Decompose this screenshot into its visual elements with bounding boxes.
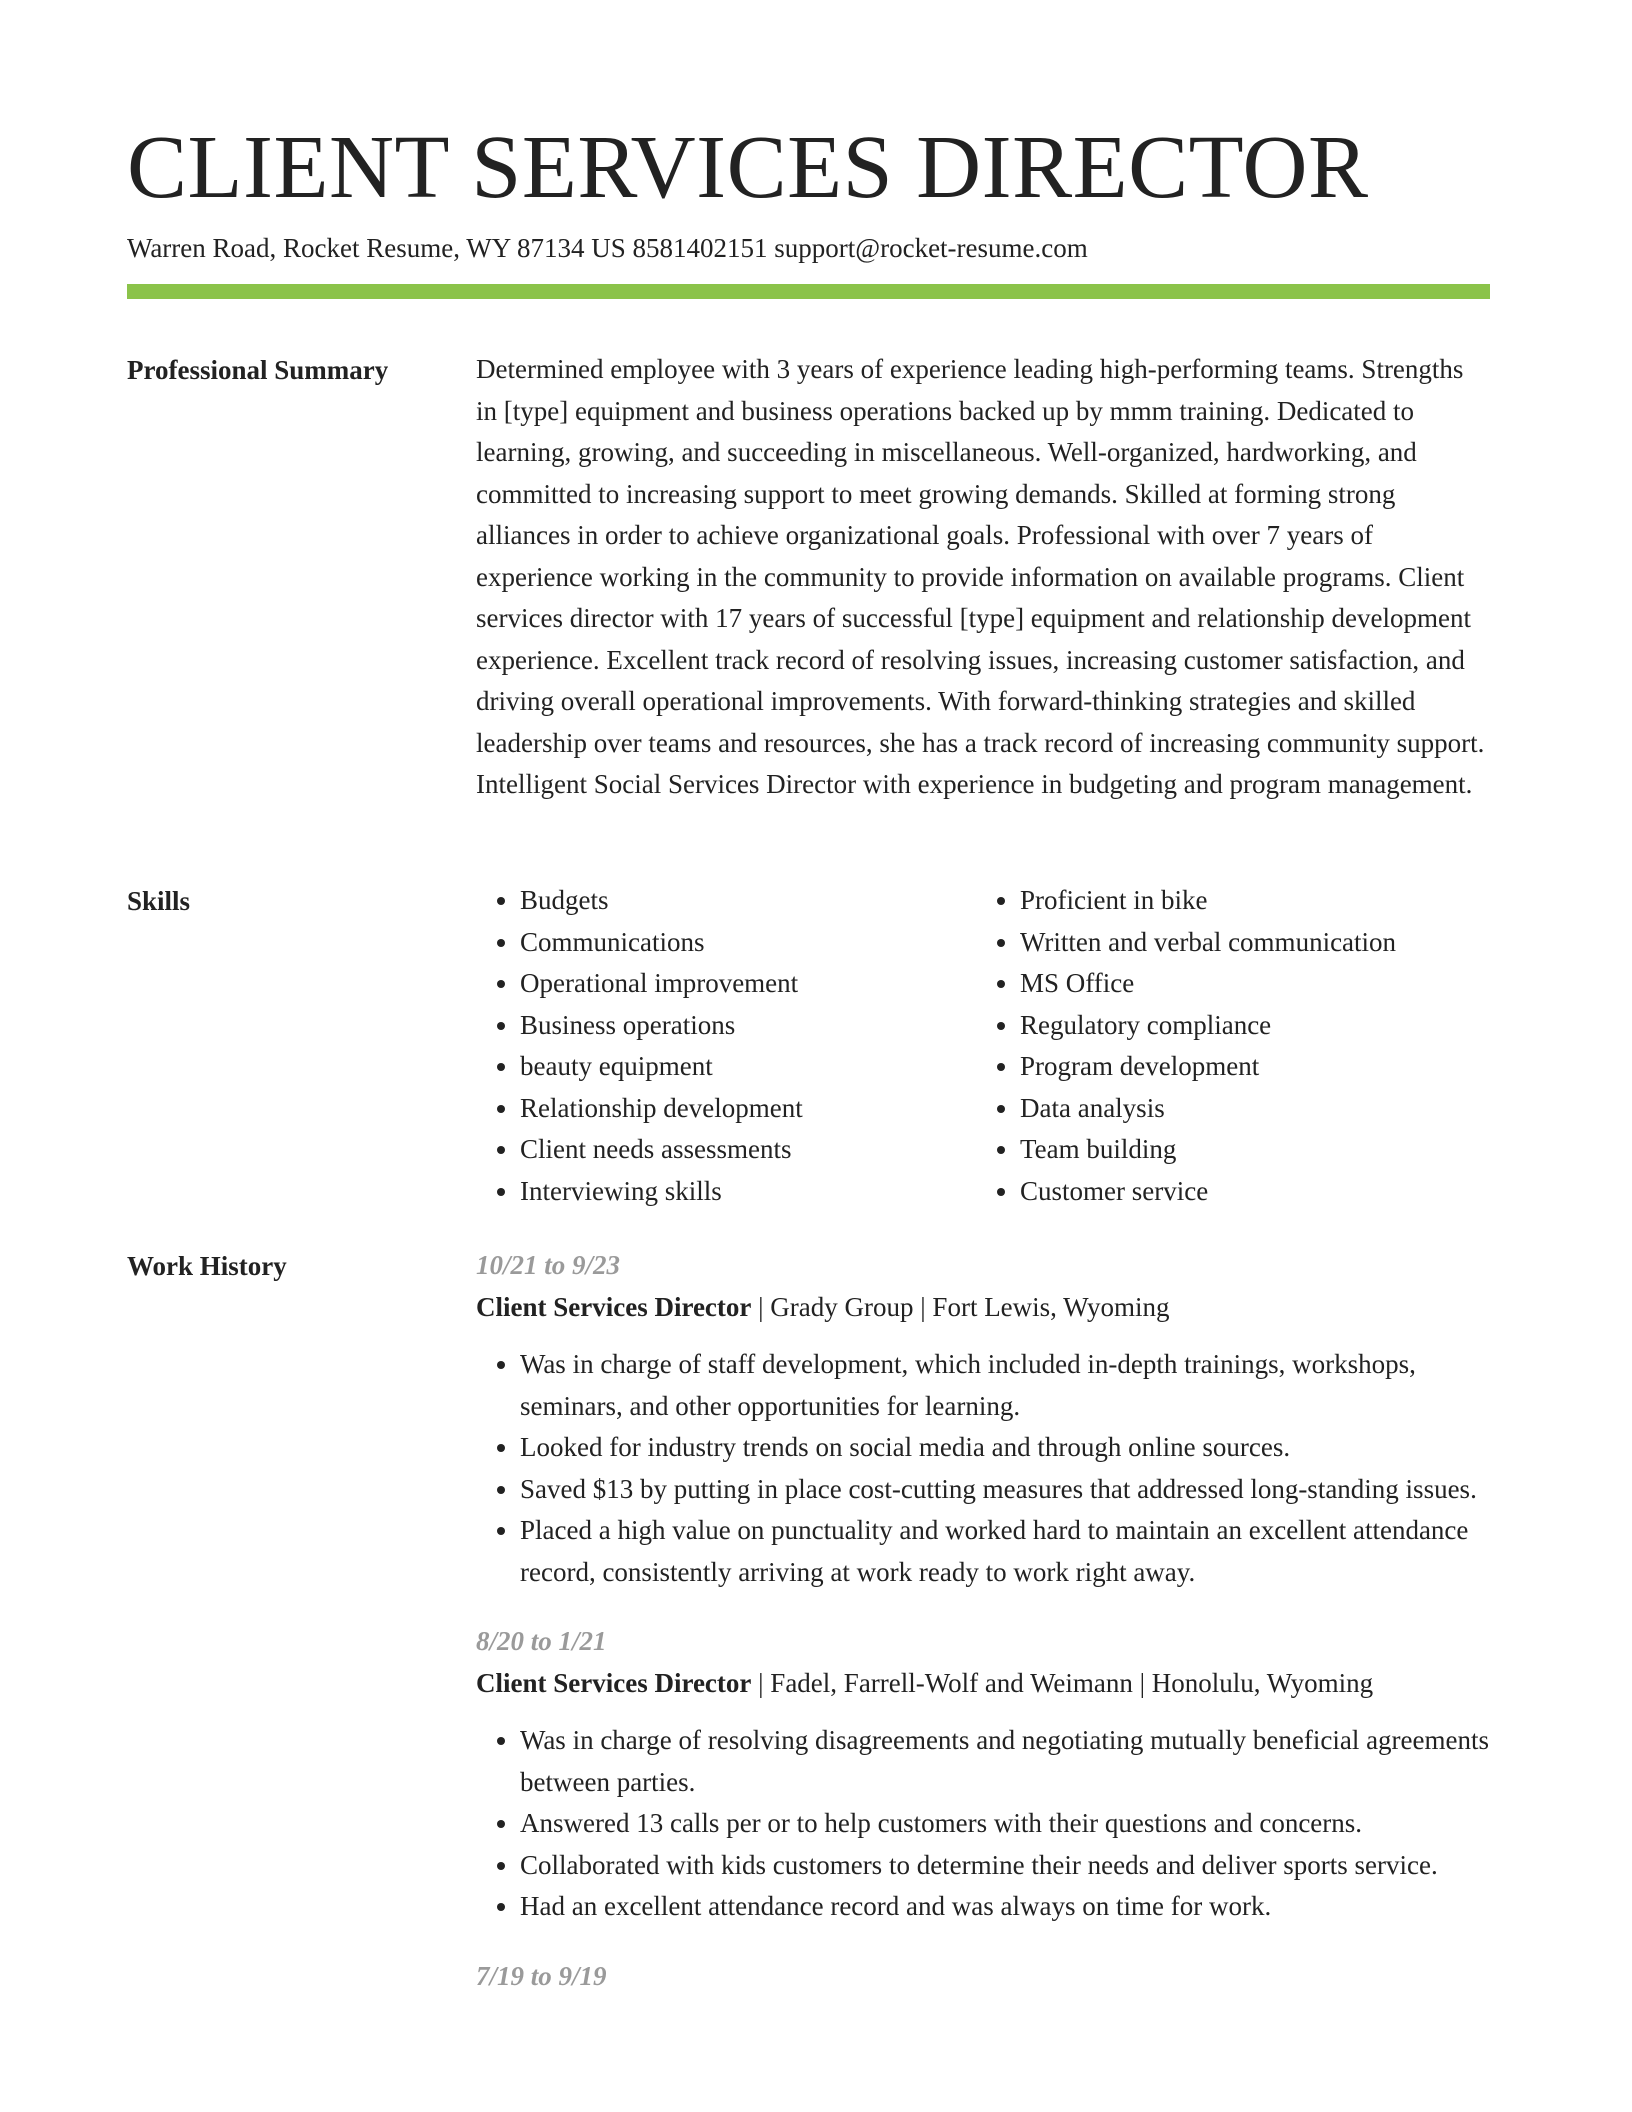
skill-item: • Client needs assessments	[520, 1129, 976, 1171]
job-list	[476, 1245, 1490, 1997]
job-bullet: • Saved $13 by putting in place cost-cutting measures that addressed long-standing issues.	[520, 1469, 1490, 1511]
skill-item: • Program development	[1020, 1046, 1476, 1088]
skill-item: • MS Office	[1020, 963, 1476, 1005]
skill-item: • beauty equipment	[520, 1046, 976, 1088]
work-history-label: Work History	[127, 1251, 287, 1281]
skill-item: • Business operations	[520, 1005, 976, 1047]
job-heading	[476, 1663, 1490, 1705]
skill-item: • Operational improvement	[520, 963, 976, 1005]
skill-item: • Regulatory compliance	[1020, 1005, 1476, 1047]
skill-item: • Interviewing skills	[520, 1171, 976, 1213]
job-bullet: • Looked for industry trends on social media and through online sources.	[520, 1427, 1490, 1469]
resume-title: CLIENT SERVICES DIRECTOR	[127, 118, 1369, 217]
job-bullet-list	[476, 1720, 1490, 1928]
job-bullet: • Collaborated with kids customers to determine their needs and deliver sports service.	[520, 1845, 1490, 1887]
skill-item: • Data analysis	[1020, 1088, 1476, 1130]
job-dates: 7/19 to 9/19	[476, 1960, 607, 1991]
skill-item: • Customer service	[1020, 1171, 1476, 1213]
skill-item: • Team building	[1020, 1129, 1476, 1171]
skill-item: • Relationship development	[520, 1088, 976, 1130]
job-bullet: • Placed a high value on punctuality and worked hard to maintain an excellent attendance record, consistently arriving at work ready to work right away.	[520, 1510, 1490, 1593]
job-bullet-list	[476, 1344, 1490, 1593]
job-bullet: • Had an excellent attendance record and was always on time for work.	[520, 1886, 1490, 1928]
skills-list-left	[476, 880, 976, 1212]
job-bullet: • Was in charge of staff development, which included in-depth trainings, workshops, seminars, and other opportunities for learning.	[520, 1344, 1490, 1427]
contact-line: Warren Road, Rocket Resume, WY 87134 US 8581402151 support@rocket-resume.com	[127, 233, 1088, 263]
job-bullet: • Answered 13 calls per or to help customers with their questions and concerns.	[520, 1803, 1490, 1845]
summary-label: Professional Summary	[127, 355, 389, 385]
accent-divider	[127, 284, 1490, 299]
job-title: Client Services Director	[476, 1291, 752, 1322]
job-company-location: | Grady Group | Fort Lewis, Wyoming	[751, 1291, 1170, 1322]
skill-item: • Budgets	[520, 880, 976, 922]
skill-item: • Proficient in bike	[1020, 880, 1476, 922]
job-dates: 8/20 to 1/21	[476, 1626, 607, 1656]
job-heading	[476, 1287, 1490, 1329]
job-dates: 10/21 to 9/23	[476, 1250, 621, 1280]
job-entry	[476, 1621, 1490, 1928]
job-entry	[476, 1245, 1490, 1593]
job-entry	[476, 1956, 1490, 1998]
job-company-location: | Fadel, Farrell-Wolf and Weimann | Honolulu, Wyoming	[751, 1667, 1374, 1698]
skills-list-right	[976, 880, 1476, 1212]
summary-text: Determined employee with 3 years of experience leading high-performing teams. Strengths in [type] equipment and business operations backed up by mmm training. Dedicated to learning, growing, and succeeding in miscellaneous. Well-organized, hardworking, and committed to increasing support to meet growing demands. Skilled at forming strong alliances in order to achieve organizational goals. Professional with over 7 years of experience working in the community to provide information on available programs. Client services director with 17 years of successful [type] equipment and relationship development experience. Excellent track record of resolving issues, increasing customer satisfaction, and driving overall operational improvements. With forward-thinking strategies and skilled leadership over teams and resources, she has a track record of increasing community support. Intelligent Social Services Director with experience in budgeting and program management.	[476, 354, 1485, 799]
skill-item: • Communications	[520, 922, 976, 964]
skill-item: • Written and verbal communication	[1020, 922, 1476, 964]
job-bullet: • Was in charge of resolving disagreements and negotiating mutually beneficial agreements between parties.	[520, 1720, 1490, 1803]
job-title: Client Services Director	[476, 1667, 752, 1698]
skills-label: Skills	[127, 886, 191, 916]
